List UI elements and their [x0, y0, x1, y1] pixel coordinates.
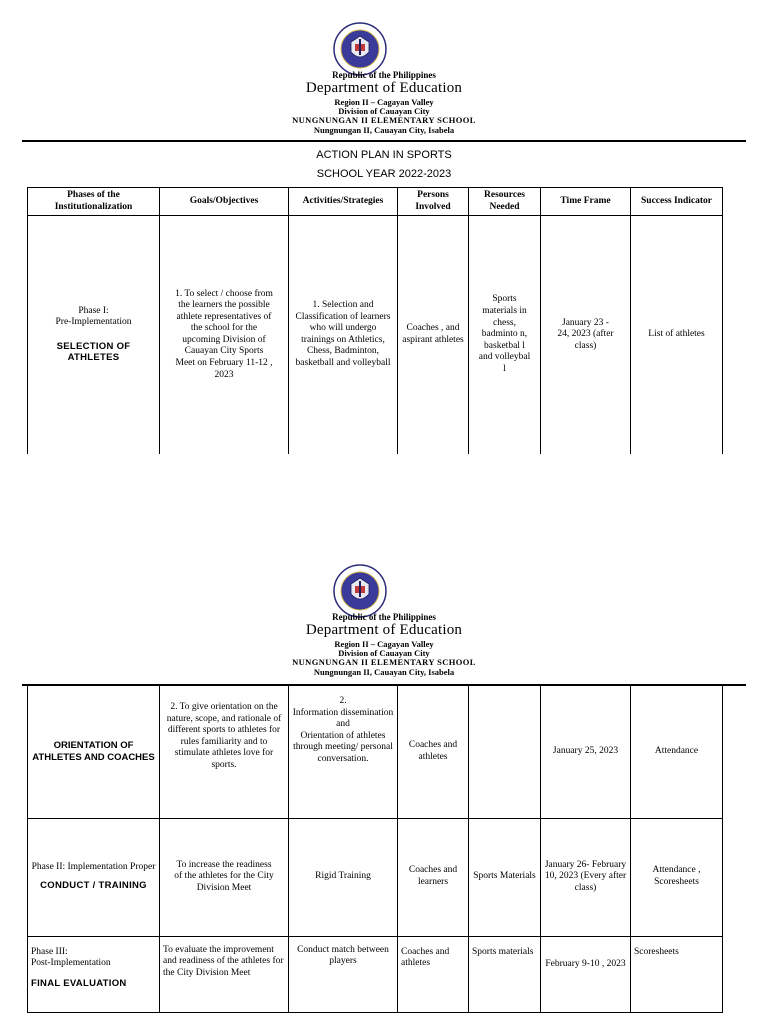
- header-goals: Goals/Objectives: [160, 188, 289, 216]
- phase-cell: [28, 216, 160, 454]
- header-phases: Phases of the Institutionalization: [28, 188, 160, 216]
- phase-label: Phase II: Implementation Proper: [31, 862, 156, 873]
- department-name: Department of Education: [305, 622, 463, 639]
- table-header-row: [28, 188, 723, 216]
- header-activities: Activities/Strategies: [289, 188, 398, 216]
- table-row: [28, 818, 723, 936]
- deped-seal-logo: [333, 22, 387, 76]
- time-frame-cell: January 25, 2023: [541, 686, 631, 818]
- department-name: Department of Education: [305, 80, 463, 97]
- activity-cell: Conduct match between players: [289, 936, 398, 1012]
- school-name: NUNGNUNGAN II ELEMENTARY SCHOOL: [292, 115, 476, 126]
- table-row: [28, 936, 723, 1012]
- division-line: Division of Cauayan City: [338, 105, 430, 116]
- phase-label: Phase I: Pre-Implementation: [55, 305, 132, 328]
- time-frame-cell: February 9-10 , 2023: [541, 936, 631, 1012]
- region-line: Region II – Cagayan Valley: [334, 638, 434, 649]
- activity-cell: 1. Selection and Classification of learners who will undergo trainings on Athletics, Chess, Badminton, basketball and volleyball: [289, 216, 398, 454]
- deped-seal-logo: [333, 564, 387, 618]
- header-resources: Resources Needed: [469, 188, 541, 216]
- goal-cell: To evaluate the improvement and readiness of the athletes for the City Division Meet: [160, 936, 289, 1012]
- header-success-indicator: Success Indicator: [631, 188, 723, 216]
- goal-cell: To increase the readiness of the athletes for the City Division Meet: [160, 818, 289, 936]
- indicator-cell: Scoresheets: [631, 936, 723, 1012]
- division-line: Division of Cauayan City: [338, 647, 430, 658]
- resources-cell: Sports materials in chess, badminto n, basketbal l and volleybal l: [469, 216, 541, 454]
- time-frame-cell: January 23 - 24, 2023 (after class): [541, 216, 631, 454]
- goal-cell: 2. To give orientation on the nature, scope, and rationale of different sports to athletes for rules familiarity and to stimulate athletes love for sports.: [160, 686, 289, 818]
- phase-title: SELECTION OF ATHLETES: [56, 340, 131, 364]
- phase-title: CONDUCT / TRAINING: [40, 880, 147, 891]
- phase-cell: [28, 686, 160, 818]
- action-plan-table: [27, 187, 723, 454]
- persons-cell: Coaches and learners: [398, 818, 469, 936]
- resources-cell: [469, 686, 541, 818]
- school-address: Nungnungan II, Cauayan City, Isabela: [313, 666, 455, 677]
- school-name: NUNGNUNGAN II ELEMENTARY SCHOOL: [292, 657, 476, 668]
- indicator-cell: Attendance , Scoresheets: [631, 818, 723, 936]
- table-row: [28, 686, 723, 818]
- phase-cell: [28, 818, 160, 936]
- page-one: [0, 0, 768, 460]
- table-row: [28, 216, 723, 454]
- school-year: SCHOOL YEAR 2022-2023: [316, 168, 452, 180]
- resources-cell: Sports materials: [469, 936, 541, 1012]
- header-divider: [22, 140, 746, 142]
- indicator-cell: Attendance: [631, 686, 723, 818]
- phase-title: ORIENTATION OF ATHLETES AND COACHES: [32, 740, 155, 763]
- time-frame-cell: January 26- February 10, 2023 (Every after class): [541, 818, 631, 936]
- letterhead: [0, 612, 768, 677]
- activity-cell: Rigid Training: [289, 818, 398, 936]
- page-two: [0, 556, 768, 1024]
- persons-cell: Coaches and athletes: [398, 686, 469, 818]
- header-persons: Persons Involved: [398, 188, 469, 216]
- letterhead: [0, 70, 768, 135]
- header-time-frame: Time Frame: [541, 188, 631, 216]
- persons-cell: Coaches and athletes: [398, 936, 469, 1012]
- action-plan-table-continued: [27, 686, 723, 1013]
- plan-title-block: [0, 146, 768, 184]
- activity-cell: 2. Information dissemination and Orientation of athletes through meeting/ personal conversation.: [289, 686, 398, 818]
- resources-cell: Sports Materials: [469, 818, 541, 936]
- indicator-cell: List of athletes: [631, 216, 723, 454]
- phase-cell: [28, 936, 160, 1012]
- region-line: Region II – Cagayan Valley: [334, 96, 434, 107]
- persons-cell: Coaches , and aspirant athletes: [398, 216, 469, 454]
- republic-line: Republic of the Philippines: [332, 70, 436, 80]
- phase-label: Phase III: Post-Implementation: [31, 946, 111, 969]
- phase-title: FINAL EVALUATION: [31, 977, 127, 989]
- republic-line: Republic of the Philippines: [332, 612, 436, 622]
- school-address: Nungnungan II, Cauayan City, Isabela: [313, 124, 455, 135]
- plan-title: ACTION PLAN IN SPORTS: [316, 149, 452, 161]
- goal-cell: 1. To select / choose from the learners the possible athlete representatives of the school for the upcoming Division of Cauayan City Sports Meet on February 11-12 , 2023: [160, 216, 289, 454]
